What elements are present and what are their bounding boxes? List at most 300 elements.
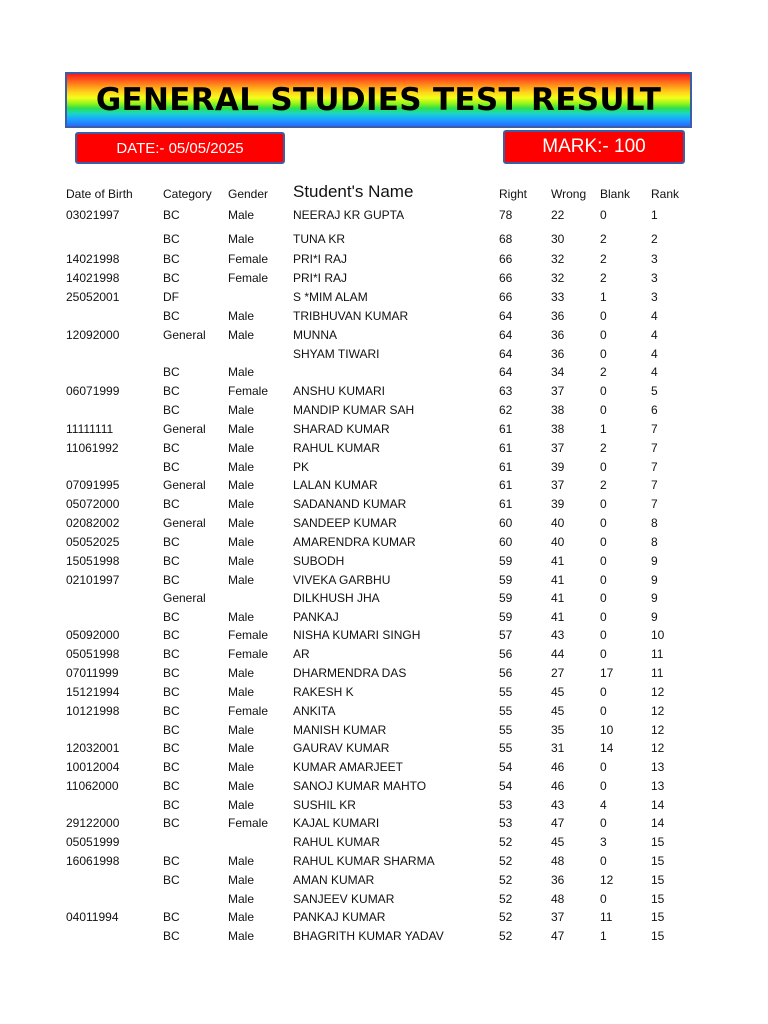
cell-rank: 1 xyxy=(651,208,658,222)
cell-right: 78 xyxy=(499,208,513,222)
cell-gender: Male xyxy=(228,892,255,906)
cell-dob: 02101997 xyxy=(66,573,120,587)
cell-rank: 15 xyxy=(651,892,665,906)
cell-gender: Male xyxy=(228,328,255,342)
cell-student-name: DHARMENDRA DAS xyxy=(293,666,407,680)
cell-rank: 7 xyxy=(651,441,658,455)
cell-student-name: PRI*I RAJ xyxy=(293,271,348,285)
cell-rank: 7 xyxy=(651,497,658,511)
cell-category: General xyxy=(163,422,206,436)
cell-gender: Male xyxy=(228,365,255,379)
cell-blank: 0 xyxy=(600,384,607,398)
cell-right: 55 xyxy=(499,741,513,755)
cell-rank: 13 xyxy=(651,779,665,793)
cell-wrong: 48 xyxy=(551,892,565,906)
cell-gender: Male xyxy=(228,573,255,587)
cell-right: 55 xyxy=(499,704,513,718)
cell-blank: 0 xyxy=(600,554,607,568)
cell-student-name: SADANAND KUMAR xyxy=(293,497,407,511)
cell-wrong: 45 xyxy=(551,835,565,849)
cell-category: General xyxy=(163,478,206,492)
cell-blank: 0 xyxy=(600,460,607,474)
cell-student-name: SHARAD KUMAR xyxy=(293,422,390,436)
cell-right: 62 xyxy=(499,403,513,417)
cell-gender: Male xyxy=(228,779,255,793)
cell-blank: 11 xyxy=(600,910,613,924)
cell-blank: 0 xyxy=(600,854,607,868)
cell-right: 61 xyxy=(499,478,513,492)
cell-gender: Male xyxy=(228,798,255,812)
cell-wrong: 46 xyxy=(551,760,565,774)
cell-wrong: 36 xyxy=(551,873,565,887)
cell-category: BC xyxy=(163,309,180,323)
cell-right: 66 xyxy=(499,271,513,285)
cell-blank: 2 xyxy=(600,232,607,246)
cell-gender: Female xyxy=(228,704,269,718)
header-student-name: Student's Name xyxy=(293,182,414,201)
header-wrong: Wrong xyxy=(551,187,587,201)
title-banner xyxy=(65,72,692,128)
cell-gender: Female xyxy=(228,252,269,266)
cell-gender: Male xyxy=(228,497,255,511)
cell-dob: 16061998 xyxy=(66,854,120,868)
cell-category: BC xyxy=(163,685,180,699)
cell-rank: 9 xyxy=(651,591,658,605)
cell-rank: 7 xyxy=(651,478,658,492)
cell-dob: 11111111 xyxy=(66,422,114,436)
cell-right: 55 xyxy=(499,685,513,699)
cell-wrong: 39 xyxy=(551,460,565,474)
cell-rank: 9 xyxy=(651,573,658,587)
header-blank: Blank xyxy=(600,187,631,201)
cell-gender: Male xyxy=(228,910,255,924)
cell-blank: 2 xyxy=(600,271,607,285)
cell-dob: 05072000 xyxy=(66,497,120,511)
cell-gender: Male xyxy=(228,741,255,755)
cell-dob: 05052025 xyxy=(66,535,120,549)
cell-gender: Male xyxy=(228,554,255,568)
cell-right: 52 xyxy=(499,892,513,906)
cell-right: 61 xyxy=(499,422,513,436)
cell-category: BC xyxy=(163,760,180,774)
cell-category: BC xyxy=(163,403,180,417)
cell-right: 56 xyxy=(499,647,513,661)
cell-dob: 05092000 xyxy=(66,628,120,642)
cell-wrong: 27 xyxy=(551,666,565,680)
cell-student-name: ANKITA xyxy=(293,704,336,718)
cell-gender: Male xyxy=(228,666,255,680)
cell-right: 52 xyxy=(499,854,513,868)
cell-rank: 11 xyxy=(651,666,664,680)
cell-gender: Male xyxy=(228,929,255,943)
cell-rank: 7 xyxy=(651,460,658,474)
cell-blank: 12 xyxy=(600,873,614,887)
cell-right: 68 xyxy=(499,232,513,246)
header-right: Right xyxy=(499,187,528,201)
cell-rank: 15 xyxy=(651,854,665,868)
cell-student-name: SANDEEP KUMAR xyxy=(293,516,397,530)
cell-right: 64 xyxy=(499,347,513,361)
cell-blank: 2 xyxy=(600,441,607,455)
cell-wrong: 37 xyxy=(551,384,565,398)
cell-blank: 0 xyxy=(600,535,607,549)
cell-right: 61 xyxy=(499,460,513,474)
cell-wrong: 43 xyxy=(551,628,565,642)
cell-blank: 0 xyxy=(600,573,607,587)
cell-dob: 07091995 xyxy=(66,478,120,492)
cell-right: 57 xyxy=(499,628,513,642)
cell-category: BC xyxy=(163,573,180,587)
cell-category: BC xyxy=(163,252,180,266)
cell-dob: 14021998 xyxy=(66,271,120,285)
cell-blank: 0 xyxy=(600,760,607,774)
cell-wrong: 36 xyxy=(551,328,565,342)
cell-category: BC xyxy=(163,271,180,285)
cell-wrong: 36 xyxy=(551,347,565,361)
cell-category: BC xyxy=(163,365,180,379)
cell-student-name: PRI*I RAJ xyxy=(293,252,348,266)
cell-rank: 2 xyxy=(651,232,658,246)
cell-student-name: GAURAV KUMAR xyxy=(293,741,390,755)
cell-right: 54 xyxy=(499,760,513,774)
cell-student-name: SUBODH xyxy=(293,554,345,568)
cell-category: BC xyxy=(163,779,180,793)
cell-rank: 3 xyxy=(651,252,658,266)
cell-wrong: 31 xyxy=(551,741,565,755)
cell-gender: Female xyxy=(228,628,269,642)
cell-category: BC xyxy=(163,232,180,246)
cell-blank: 10 xyxy=(600,723,614,737)
cell-dob: 10012004 xyxy=(66,760,120,774)
cell-blank: 0 xyxy=(600,647,607,661)
cell-rank: 12 xyxy=(651,741,665,755)
cell-dob: 15121994 xyxy=(66,685,120,699)
cell-category: BC xyxy=(163,666,180,680)
cell-wrong: 47 xyxy=(551,816,565,830)
cell-gender: Male xyxy=(228,873,255,887)
cell-student-name: PANKAJ KUMAR xyxy=(293,910,386,924)
date-badge: DATE:- 05/05/2025 xyxy=(75,132,285,164)
cell-wrong: 22 xyxy=(551,208,565,222)
cell-blank: 0 xyxy=(600,892,607,906)
cell-gender: Male xyxy=(228,422,255,436)
cell-rank: 8 xyxy=(651,535,658,549)
cell-student-name: MUNNA xyxy=(293,328,337,342)
cell-right: 52 xyxy=(499,873,513,887)
cell-wrong: 40 xyxy=(551,535,565,549)
cell-rank: 7 xyxy=(651,422,658,436)
cell-student-name: MANDIP KUMAR SAH xyxy=(293,403,415,417)
cell-rank: 5 xyxy=(651,384,658,398)
cell-right: 64 xyxy=(499,365,513,379)
cell-blank: 0 xyxy=(600,591,607,605)
cell-gender: Male xyxy=(228,854,255,868)
cell-wrong: 41 xyxy=(551,573,565,587)
cell-student-name: NISHA KUMARI SINGH xyxy=(293,628,421,642)
page-title: GENERAL STUDIES TEST RESULT xyxy=(95,82,662,118)
cell-blank: 0 xyxy=(600,347,607,361)
cell-dob: 03021997 xyxy=(66,208,120,222)
cell-wrong: 41 xyxy=(551,554,565,568)
cell-right: 66 xyxy=(499,252,513,266)
cell-right: 61 xyxy=(499,441,513,455)
cell-rank: 15 xyxy=(651,910,665,924)
header-gender: Gender xyxy=(228,187,269,201)
cell-rank: 8 xyxy=(651,516,658,530)
cell-gender: Male xyxy=(228,232,255,246)
cell-category: BC xyxy=(163,873,180,887)
cell-student-name: RAHUL KUMAR SHARMA xyxy=(293,854,435,868)
cell-wrong: 45 xyxy=(551,704,565,718)
cell-right: 55 xyxy=(499,723,513,737)
cell-rank: 4 xyxy=(651,347,658,361)
cell-wrong: 32 xyxy=(551,252,565,266)
cell-dob: 14021998 xyxy=(66,252,120,266)
cell-student-name: VIVEKA GARBHU xyxy=(293,573,391,587)
cell-wrong: 41 xyxy=(551,591,565,605)
cell-blank: 0 xyxy=(600,628,607,642)
cell-rank: 14 xyxy=(651,798,665,812)
cell-gender: Male xyxy=(228,610,255,624)
cell-rank: 15 xyxy=(651,835,665,849)
cell-dob: 02082002 xyxy=(66,516,120,530)
cell-right: 54 xyxy=(499,779,513,793)
cell-wrong: 33 xyxy=(551,290,565,304)
mark-badge: MARK:- 100 xyxy=(503,130,685,164)
cell-category: BC xyxy=(163,798,180,812)
cell-student-name: SHYAM TIWARI xyxy=(293,347,380,361)
cell-wrong: 35 xyxy=(551,723,565,737)
cell-category: BC xyxy=(163,610,180,624)
cell-student-name: SUSHIL KR xyxy=(293,798,356,812)
cell-gender: Male xyxy=(228,760,255,774)
cell-dob: 10121998 xyxy=(66,704,120,718)
cell-blank: 4 xyxy=(600,798,607,812)
cell-student-name: RAHUL KUMAR xyxy=(293,441,380,455)
cell-wrong: 43 xyxy=(551,798,565,812)
cell-rank: 4 xyxy=(651,328,658,342)
cell-dob: 11061992 xyxy=(66,441,119,455)
header-category: Category xyxy=(163,187,212,201)
cell-category: BC xyxy=(163,208,180,222)
cell-rank: 13 xyxy=(651,760,665,774)
cell-category: BC xyxy=(163,441,180,455)
cell-blank: 17 xyxy=(600,666,614,680)
cell-gender: Male xyxy=(228,685,255,699)
cell-blank: 1 xyxy=(600,290,607,304)
cell-dob: 05051998 xyxy=(66,647,120,661)
cell-student-name: BHAGRITH KUMAR YADAV xyxy=(293,929,444,943)
cell-blank: 2 xyxy=(600,365,607,379)
cell-gender: Male xyxy=(228,403,255,417)
cell-student-name: AMARENDRA KUMAR xyxy=(293,535,416,549)
cell-blank: 0 xyxy=(600,403,607,417)
cell-category: BC xyxy=(163,816,180,830)
cell-gender: Female xyxy=(228,384,269,398)
cell-right: 59 xyxy=(499,554,513,568)
cell-dob: 11062000 xyxy=(66,779,119,793)
cell-student-name: SANJEEV KUMAR xyxy=(293,892,395,906)
cell-blank: 1 xyxy=(600,929,607,943)
cell-wrong: 37 xyxy=(551,910,565,924)
cell-wrong: 30 xyxy=(551,232,565,246)
cell-wrong: 44 xyxy=(551,647,565,661)
cell-right: 66 xyxy=(499,290,513,304)
cell-student-name: PANKAJ xyxy=(293,610,339,624)
cell-wrong: 32 xyxy=(551,271,565,285)
cell-student-name: DILKHUSH JHA xyxy=(293,591,380,605)
cell-blank: 14 xyxy=(600,741,614,755)
cell-student-name: RAKESH K xyxy=(293,685,354,699)
cell-right: 59 xyxy=(499,591,513,605)
cell-blank: 2 xyxy=(600,252,607,266)
cell-rank: 12 xyxy=(651,685,665,699)
cell-student-name: ANSHU KUMARI xyxy=(293,384,386,398)
cell-rank: 12 xyxy=(651,723,665,737)
cell-rank: 11 xyxy=(651,647,664,661)
cell-dob: 29122000 xyxy=(66,816,120,830)
cell-student-name: TRIBHUVAN KUMAR xyxy=(293,309,409,323)
cell-gender: Male xyxy=(228,309,255,323)
cell-rank: 14 xyxy=(651,816,665,830)
cell-dob: 25052001 xyxy=(66,290,120,304)
cell-student-name: AMAN KUMAR xyxy=(293,873,375,887)
cell-right: 52 xyxy=(499,835,513,849)
cell-rank: 3 xyxy=(651,290,658,304)
cell-wrong: 37 xyxy=(551,478,565,492)
header-dob: Date of Birth xyxy=(66,187,133,201)
cell-category: BC xyxy=(163,497,180,511)
cell-category: BC xyxy=(163,554,180,568)
cell-category: BC xyxy=(163,535,180,549)
cell-blank: 0 xyxy=(600,497,607,511)
cell-student-name: KUMAR AMARJEET xyxy=(293,760,404,774)
cell-gender: Male xyxy=(228,441,255,455)
cell-blank: 0 xyxy=(600,610,607,624)
cell-rank: 9 xyxy=(651,610,658,624)
cell-category: BC xyxy=(163,723,180,737)
cell-right: 64 xyxy=(499,309,513,323)
cell-blank: 2 xyxy=(600,478,607,492)
cell-dob: 06071999 xyxy=(66,384,120,398)
cell-wrong: 36 xyxy=(551,309,565,323)
cell-rank: 4 xyxy=(651,365,658,379)
cell-category: BC xyxy=(163,854,180,868)
cell-gender: Male xyxy=(228,460,255,474)
cell-right: 63 xyxy=(499,384,513,398)
cell-wrong: 34 xyxy=(551,365,565,379)
cell-category: General xyxy=(163,591,206,605)
header-rank: Rank xyxy=(651,187,680,201)
cell-category: BC xyxy=(163,460,180,474)
cell-student-name: AR xyxy=(293,647,310,661)
cell-category: General xyxy=(163,328,206,342)
cell-dob: 05051999 xyxy=(66,835,120,849)
cell-category: DF xyxy=(163,290,179,304)
cell-gender: Male xyxy=(228,535,255,549)
cell-right: 59 xyxy=(499,573,513,587)
cell-rank: 10 xyxy=(651,628,665,642)
cell-right: 56 xyxy=(499,666,513,680)
cell-gender: Male xyxy=(228,478,255,492)
cell-student-name: RAHUL KUMAR xyxy=(293,835,380,849)
cell-category: BC xyxy=(163,741,180,755)
cell-right: 60 xyxy=(499,516,513,530)
cell-rank: 4 xyxy=(651,309,658,323)
cell-category: BC xyxy=(163,704,180,718)
cell-blank: 0 xyxy=(600,208,607,222)
cell-category: BC xyxy=(163,929,180,943)
cell-right: 60 xyxy=(499,535,513,549)
cell-student-name: S *MIM ALAM xyxy=(293,290,368,304)
cell-blank: 1 xyxy=(600,422,607,436)
cell-dob: 15051998 xyxy=(66,554,120,568)
cell-wrong: 40 xyxy=(551,516,565,530)
cell-student-name: PK xyxy=(293,460,310,474)
cell-category: BC xyxy=(163,628,180,642)
cell-category: BC xyxy=(163,910,180,924)
cell-rank: 9 xyxy=(651,554,658,568)
cell-student-name: NEERAJ KR GUPTA xyxy=(293,208,405,222)
cell-rank: 12 xyxy=(651,704,665,718)
cell-gender: Female xyxy=(228,647,269,661)
cell-right: 52 xyxy=(499,929,513,943)
cell-wrong: 47 xyxy=(551,929,565,943)
cell-category: BC xyxy=(163,384,180,398)
cell-rank: 3 xyxy=(651,271,658,285)
cell-blank: 0 xyxy=(600,779,607,793)
cell-blank: 0 xyxy=(600,685,607,699)
cell-blank: 0 xyxy=(600,309,607,323)
cell-right: 59 xyxy=(499,610,513,624)
cell-student-name: TUNA KR xyxy=(293,232,346,246)
cell-gender: Female xyxy=(228,816,269,830)
cell-gender: Male xyxy=(228,208,255,222)
cell-gender: Female xyxy=(228,271,269,285)
cell-category: BC xyxy=(163,647,180,661)
cell-rank: 6 xyxy=(651,403,658,417)
cell-right: 53 xyxy=(499,798,513,812)
cell-gender: Male xyxy=(228,516,255,530)
cell-wrong: 48 xyxy=(551,854,565,868)
cell-blank: 0 xyxy=(600,816,607,830)
cell-category: General xyxy=(163,516,206,530)
cell-student-name: MANISH KUMAR xyxy=(293,723,387,737)
cell-student-name: KAJAL KUMARI xyxy=(293,816,380,830)
cell-wrong: 45 xyxy=(551,685,565,699)
cell-right: 64 xyxy=(499,328,513,342)
cell-student-name: SANOJ KUMAR MAHTO xyxy=(293,779,427,793)
cell-rank: 15 xyxy=(651,873,665,887)
cell-right: 53 xyxy=(499,816,513,830)
cell-wrong: 38 xyxy=(551,403,565,417)
cell-wrong: 41 xyxy=(551,610,565,624)
cell-right: 52 xyxy=(499,910,513,924)
cell-wrong: 39 xyxy=(551,497,565,511)
cell-rank: 15 xyxy=(651,929,665,943)
cell-blank: 0 xyxy=(600,704,607,718)
cell-wrong: 38 xyxy=(551,422,565,436)
cell-gender: Male xyxy=(228,723,255,737)
cell-dob: 12092000 xyxy=(66,328,120,342)
cell-blank: 0 xyxy=(600,328,607,342)
cell-dob: 04011994 xyxy=(66,910,119,924)
cell-blank: 3 xyxy=(600,835,607,849)
cell-right: 61 xyxy=(499,497,513,511)
cell-wrong: 46 xyxy=(551,779,565,793)
cell-dob: 07011999 xyxy=(66,666,119,680)
cell-student-name: LALAN KUMAR xyxy=(293,478,378,492)
